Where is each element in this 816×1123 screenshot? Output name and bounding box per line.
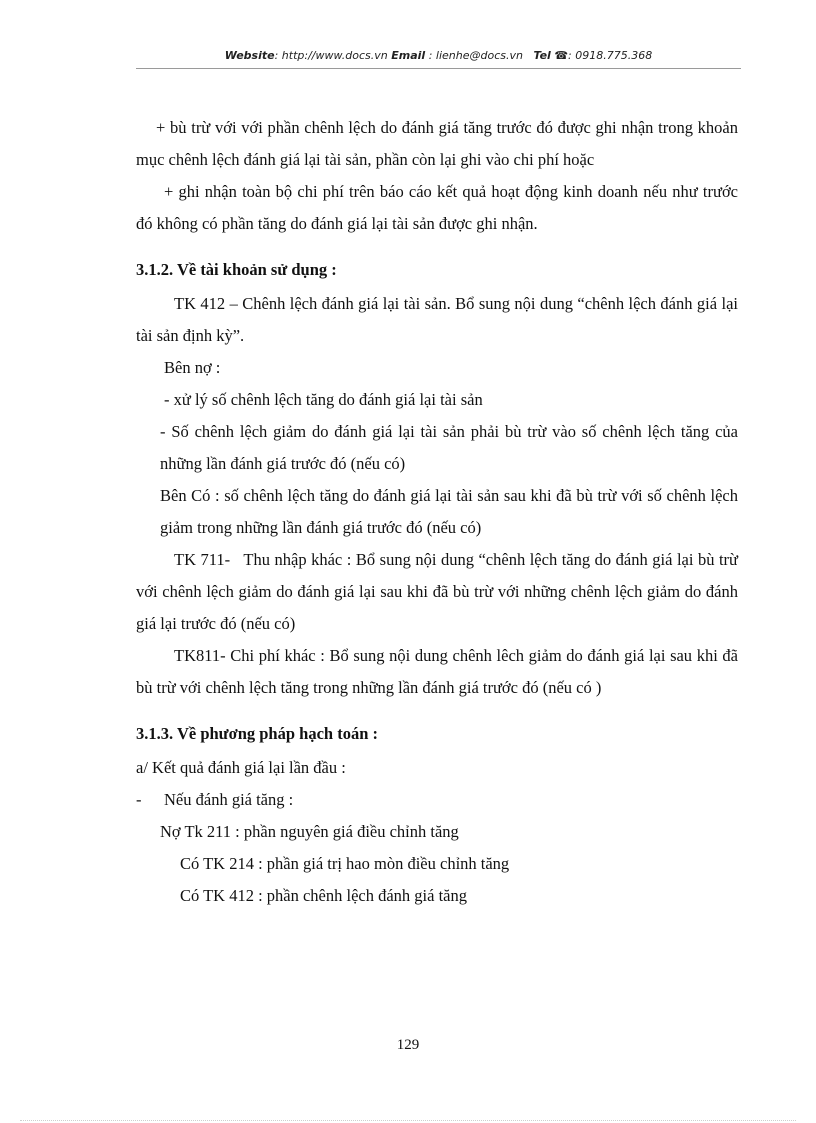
- paragraph-tk412: TK 412 – Chênh lệch đánh giá lại tài sản. Bổ sung nội dung “chênh lệch đánh giá lại tài sản định kỳ”.: [136, 294, 738, 345]
- page-number: 129: [396, 1037, 420, 1053]
- website-label: Website: [224, 49, 275, 62]
- paragraph-tk711: TK 711- Thu nhập khác : Bổ sung nội dung “chênh lệch tăng do đánh giá lại bù trừ với chênh lệch giảm do đánh giá lại sau khi đã bù trừ với những chênh lệch giảm do đánh giá lại trước đó (nếu có): [136, 550, 743, 633]
- website-value: : http://www.docs.vn: [274, 49, 388, 62]
- credit-side: Bên Có : số chênh lệch tăng do đánh giá lại tài sản sau khi đã bù trừ với số chênh lệch giảm trong những lần đánh giá trước đó (nếu có): [160, 486, 738, 537]
- credit-tk412: Có TK 412 : phần chênh lệch đánh giá tăng: [180, 886, 468, 905]
- list-dash: -: [136, 790, 142, 809]
- increase-case-label: Nếu đánh giá tăng :: [164, 790, 294, 809]
- first-revaluation-result: a/ Kết quả đánh giá lại lần đầu :: [136, 758, 346, 777]
- section-heading-method: 3.1.3. Về phương pháp hạch toán :: [136, 724, 379, 743]
- debit-side-label: Bên nợ :: [164, 358, 221, 377]
- paragraph-tk811: TK811- Chi phí khác : Bổ sung nội dung chênh lêch giảm do đánh giá lại sau khi đã bù trừ với chênh lệch tăng trong những lần đánh giá trước đó (nếu có ): [136, 646, 738, 697]
- tel-value: : 0918.775.368: [568, 49, 653, 62]
- paragraph-expense-rule: + ghi nhận toàn bộ chi phí trên báo cáo kết quả hoạt động kinh doanh nếu như trước đó không có phần tăng do đánh giá lại tài sản được ghi nhận.: [136, 182, 738, 233]
- document-body: [136, 112, 743, 912]
- page-header: [136, 46, 741, 69]
- debit-tk211: Nợ Tk 211 : phần nguyên giá điều chỉnh tăng: [160, 822, 459, 841]
- phone-icon: ☎: [554, 49, 569, 62]
- bottom-divider: [20, 1120, 796, 1121]
- debit-item-1: - xử lý số chênh lệch tăng do đánh giá lại tài sản: [164, 390, 483, 409]
- tel-label: Tel: [533, 49, 551, 62]
- section-heading-accounts: 3.1.2. Về tài khoản sử dụng :: [136, 260, 337, 279]
- email-value: : lienhe@docs.vn: [425, 49, 523, 62]
- credit-tk214: Có TK 214 : phần giá trị hao mòn điều chỉnh tăng: [180, 854, 510, 873]
- paragraph-offset-rule: + bù trừ với với phần chênh lệch do đánh giá tăng trước đó được ghi nhận trong khoản mục chênh lệch đánh giá lại tài sản, phần còn lại ghi vào chi phí hoặc: [136, 118, 738, 169]
- increase-case-row: [136, 784, 738, 816]
- debit-item-2: - Số chênh lệch giảm do đánh giá lại tài sản phải bù trừ vào số chênh lệch tăng của những lần đánh giá trước đó (nếu có): [160, 422, 738, 473]
- email-label: Email: [391, 49, 426, 62]
